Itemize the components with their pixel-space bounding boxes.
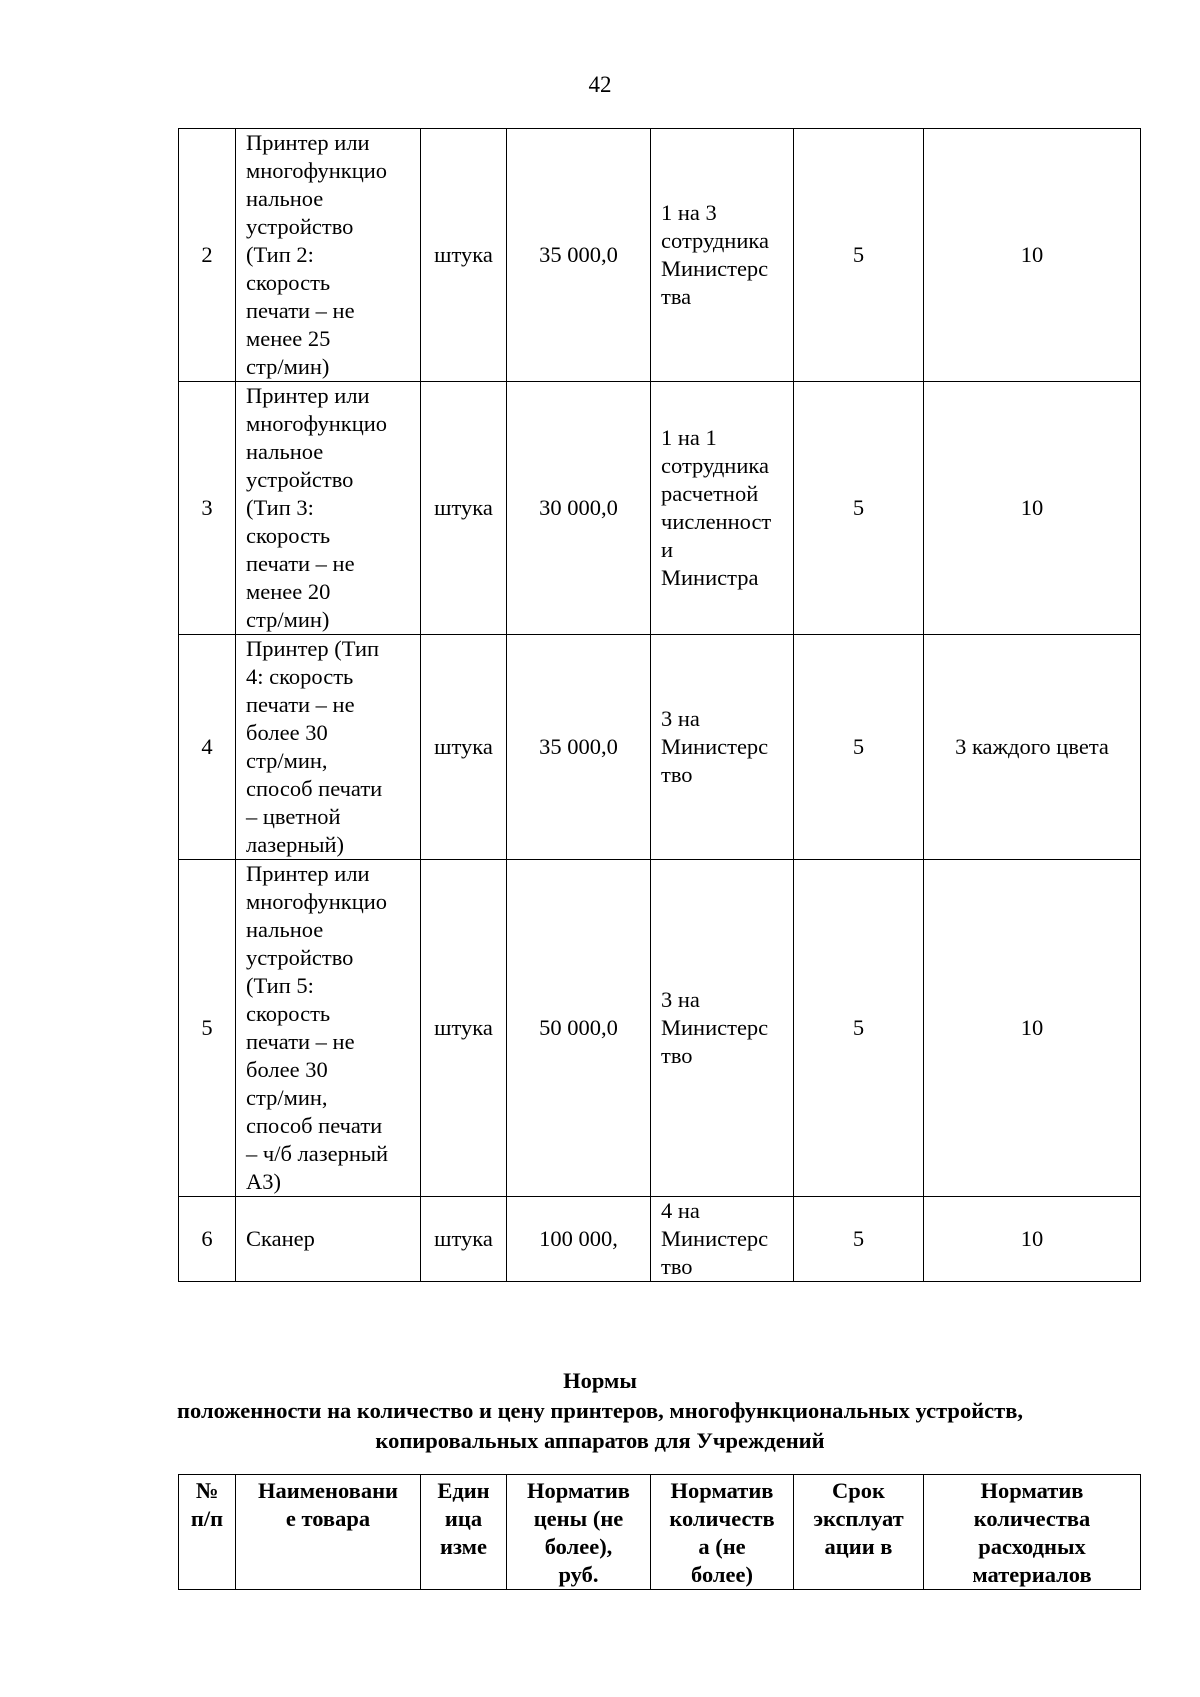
unit: штука	[421, 860, 507, 1197]
table-row	[179, 635, 1141, 860]
price-norm: 50 000,0	[507, 860, 651, 1197]
column-header-consumables-norm: Норматив количества расходных материалов	[924, 1475, 1141, 1590]
printer-norms-table-continued	[178, 128, 1141, 1282]
consumables-norm: 10	[924, 129, 1141, 382]
column-header-service-term: Срок эксплуат ации в	[794, 1475, 924, 1590]
product-name: Принтер или многофункцио нальное устройство (Тип 5: скорость печати – не более 30 стр/мин, способ печати – ч/б лазерный А3)	[236, 860, 421, 1197]
product-name: Принтер (Тип 4: скорость печати – не более 30 стр/мин, способ печати – цветной лазерный)	[236, 635, 421, 860]
page-number: 42	[588, 72, 612, 97]
row-number: 4	[179, 635, 236, 860]
section-subtitle	[0, 1396, 1200, 1456]
institutions-norms-table-header	[178, 1474, 1141, 1590]
unit: штука	[421, 382, 507, 635]
product-name: Принтер или многофункцио нальное устройство (Тип 3: скорость печати – не менее 20 стр/мин)	[236, 382, 421, 635]
service-term: 5	[794, 382, 924, 635]
row-number: 2	[179, 129, 236, 382]
quantity-norm: 4 на Министерс тво	[651, 1197, 794, 1282]
row-number: 3	[179, 382, 236, 635]
price-norm: 35 000,0	[507, 129, 651, 382]
quantity-norm: 1 на 1 сотрудника расчетной численност и Министра	[651, 382, 794, 635]
consumables-norm: 10	[924, 860, 1141, 1197]
table-row	[179, 382, 1141, 635]
service-term: 5	[794, 1197, 924, 1282]
column-header-product-name: Наименовани е товара	[236, 1475, 421, 1590]
quantity-norm: 3 на Министерс тво	[651, 635, 794, 860]
section-title: Нормы	[563, 1368, 637, 1393]
product-name: Принтер или многофункцио нальное устройство (Тип 2: скорость печати – не менее 25 стр/мин)	[236, 129, 421, 382]
price-norm: 30 000,0	[507, 382, 651, 635]
product-name: Сканер	[236, 1197, 421, 1282]
section-subtitle-line-2: копировальных аппаратов для Учреждений	[375, 1428, 825, 1453]
unit: штука	[421, 1197, 507, 1282]
table-row	[179, 860, 1141, 1197]
service-term: 5	[794, 635, 924, 860]
section-subtitle-line-1: положенности на количество и цену принтеров, многофункциональных устройств,	[177, 1398, 1023, 1423]
unit: штука	[421, 129, 507, 382]
consumables-norm: 3 каждого цвета	[924, 635, 1141, 860]
price-norm: 35 000,0	[507, 635, 651, 860]
row-number: 6	[179, 1197, 236, 1282]
column-header-price-norm: Норматив цены (не более), руб.	[507, 1475, 651, 1590]
table-row	[179, 1197, 1141, 1282]
quantity-norm: 3 на Министерс тво	[651, 860, 794, 1197]
column-header-unit: Един ица изме	[421, 1475, 507, 1590]
service-term: 5	[794, 129, 924, 382]
price-norm: 100 000,	[507, 1197, 651, 1282]
service-term: 5	[794, 860, 924, 1197]
consumables-norm: 10	[924, 382, 1141, 635]
row-number: 5	[179, 860, 236, 1197]
column-header-number: № п/п	[179, 1475, 236, 1590]
consumables-norm: 10	[924, 1197, 1141, 1282]
column-header-quantity-norm: Норматив количеств а (не более)	[651, 1475, 794, 1590]
table-row	[179, 129, 1141, 382]
header-row	[179, 1475, 1141, 1590]
unit: штука	[421, 635, 507, 860]
quantity-norm: 1 на 3 сотрудника Министерс тва	[651, 129, 794, 382]
